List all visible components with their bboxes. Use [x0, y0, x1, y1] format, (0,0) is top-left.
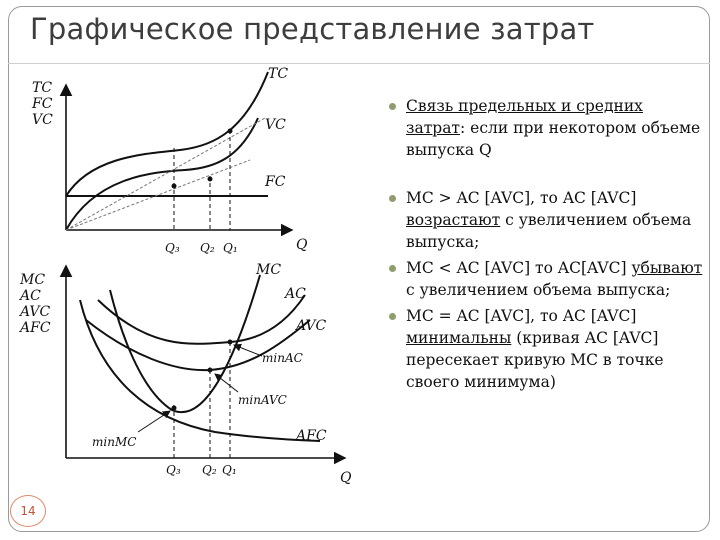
ac-curve	[98, 295, 305, 344]
bottom-q-tick-1: Q₁	[222, 463, 237, 477]
top-y-label-vc: VC	[32, 112, 53, 128]
top-graph	[31, 66, 308, 255]
bullet-item	[386, 95, 706, 161]
bottom-q-tick-3: Q₃	[166, 463, 181, 477]
min-avc-arrow	[215, 374, 238, 392]
bullet-dot	[389, 195, 396, 202]
bullet-lead: MC = AC [AVC]	[406, 307, 531, 325]
bullet-dot	[389, 265, 396, 272]
bullet-text: с увеличением объема выпуска;	[406, 281, 671, 299]
afc-label: AFC	[296, 428, 327, 444]
bullet-mid: , то AC [AVC]	[530, 307, 637, 325]
bullet-dot	[389, 313, 396, 320]
fc-label: FC	[265, 174, 286, 190]
bullet-underlined: возрастают	[406, 211, 501, 229]
bullet-item	[386, 187, 706, 253]
bullet-mid: то AC[AVC]	[530, 259, 632, 277]
min-mc-arrow	[138, 411, 170, 432]
top-point-a	[172, 184, 177, 189]
page-number: 14	[10, 495, 46, 527]
bullet-underlined: убывают	[631, 259, 703, 277]
bullet-dot	[389, 103, 396, 110]
bottom-q-tick-2: Q₂	[202, 463, 217, 477]
bullet-text: (кривая AC [AVC] пересекает кривую MC в точке своего минимума)	[406, 329, 664, 391]
bullet-lead: MC < AC [AVC]	[406, 259, 531, 277]
min-mc-point	[172, 406, 177, 411]
min-avc-point	[208, 368, 213, 373]
ac-label: AC	[285, 286, 306, 302]
bottom-graph	[18, 262, 352, 486]
bottom-y-label-mc: MC	[20, 272, 46, 288]
min-avc-label: minAVC	[238, 393, 287, 407]
bullet-item	[386, 257, 706, 301]
bullet-underlined: минимальны	[406, 329, 512, 347]
top-point-c	[228, 129, 233, 134]
vc-curve	[66, 118, 258, 230]
top-point-b	[208, 177, 213, 182]
bullet-underlined: Связь предельных и средних затрат	[406, 97, 643, 137]
avc-label: AVC	[296, 318, 327, 334]
min-ac-label: minAC	[262, 351, 303, 365]
top-q-tick-2: Q₂	[200, 241, 215, 255]
ray-from-origin-1	[66, 118, 265, 230]
bullet-item	[386, 305, 706, 393]
top-q-tick-1: Q₁	[223, 241, 238, 255]
bullet-lead: MC > AC [AVC]	[406, 189, 531, 207]
bottom-y-label-avc: AVC	[20, 304, 51, 320]
top-q-tick-3: Q₃	[165, 241, 180, 255]
bullet-text: с увеличением объема выпуска;	[406, 211, 692, 251]
bullet-list	[386, 95, 706, 393]
bottom-y-label-afc: AFC	[20, 320, 51, 336]
bottom-y-label-ac: AC	[20, 288, 41, 304]
slide-title: Графическое представление затрат	[30, 12, 595, 46]
bottom-x-label: Q	[340, 470, 352, 486]
bullet-mid: , то AC [AVC]	[530, 189, 637, 207]
tc-label: TC	[268, 66, 289, 82]
min-mc-label: minMC	[92, 435, 137, 449]
top-y-label-tc: TC	[32, 80, 53, 96]
bullet-text: : если при некотором объеме выпуска Q	[406, 119, 701, 159]
mc-label: MC	[256, 262, 282, 278]
vc-label: VC	[265, 117, 286, 133]
top-x-label: Q	[296, 237, 308, 253]
top-y-label-fc: FC	[32, 96, 53, 112]
min-ac-arrow	[234, 345, 262, 356]
min-ac-point	[228, 340, 233, 345]
tc-curve	[66, 72, 268, 196]
